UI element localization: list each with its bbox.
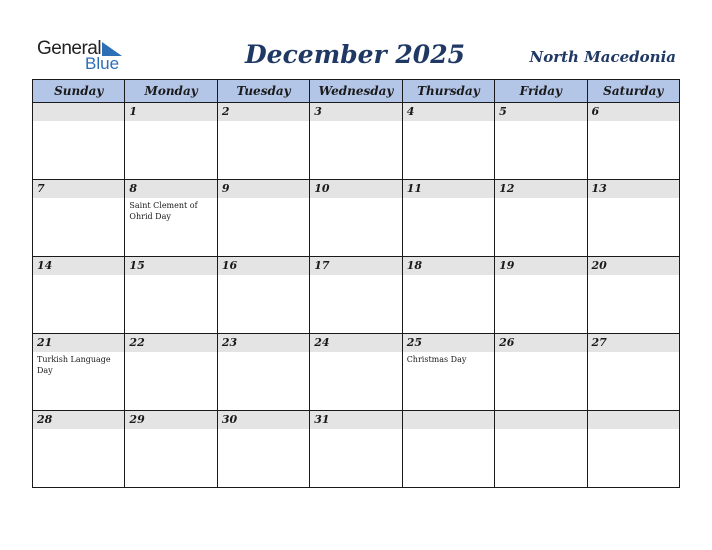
day-number: 11 <box>403 180 494 198</box>
day-number: 17 <box>310 257 401 275</box>
day-cell <box>125 257 217 334</box>
day-number: 25 <box>403 334 494 352</box>
day-cell <box>587 257 679 334</box>
day-cell <box>217 257 309 334</box>
day-number: 24 <box>310 334 401 352</box>
day-cell <box>402 103 494 180</box>
day-cell <box>587 103 679 180</box>
week-row <box>33 257 680 334</box>
page-title: December 2025 <box>244 40 465 69</box>
week-row <box>33 411 680 488</box>
day-number: 27 <box>588 334 679 352</box>
day-number: 6 <box>588 103 679 121</box>
day-cell <box>33 103 125 180</box>
day-cell <box>310 180 402 257</box>
day-cell <box>217 411 309 488</box>
day-number: 1 <box>125 103 216 121</box>
day-cell <box>587 334 679 411</box>
day-number: 4 <box>403 103 494 121</box>
day-cell <box>217 334 309 411</box>
day-cell <box>125 180 217 257</box>
day-cell <box>495 334 587 411</box>
day-number: 26 <box>495 334 586 352</box>
weekday-header: Wednesday <box>310 80 402 103</box>
day-cell <box>33 411 125 488</box>
day-cell <box>125 103 217 180</box>
day-cell <box>125 334 217 411</box>
day-number: 10 <box>310 180 401 198</box>
week-row <box>33 334 680 411</box>
day-number: 8 <box>125 180 216 198</box>
day-number: 23 <box>218 334 309 352</box>
holiday-label: Christmas Day <box>406 355 467 364</box>
day-number: 21 <box>33 334 124 352</box>
day-cell <box>587 180 679 257</box>
day-number: 16 <box>218 257 309 275</box>
day-number: 22 <box>125 334 216 352</box>
week-row <box>33 180 680 257</box>
day-cell <box>495 411 587 488</box>
day-cell <box>310 334 402 411</box>
day-number: 29 <box>125 411 216 429</box>
day-cell <box>33 180 125 257</box>
day-number: 30 <box>218 411 309 429</box>
day-number <box>33 103 124 121</box>
country-name: North Macedonia <box>529 48 676 66</box>
day-number: 15 <box>125 257 216 275</box>
day-cell <box>33 257 125 334</box>
day-cell <box>310 103 402 180</box>
day-cell <box>587 411 679 488</box>
day-cell <box>125 411 217 488</box>
day-number: 2 <box>218 103 309 121</box>
weekday-header-row <box>33 80 680 103</box>
day-cell <box>402 411 494 488</box>
day-cell <box>495 180 587 257</box>
holiday-label: Turkish Language Day <box>37 355 111 375</box>
day-number: 31 <box>310 411 401 429</box>
day-cell <box>217 180 309 257</box>
day-cell <box>402 180 494 257</box>
day-number: 20 <box>588 257 679 275</box>
weekday-header: Saturday <box>587 80 679 103</box>
day-cell <box>310 411 402 488</box>
day-cell <box>402 334 494 411</box>
day-number: 3 <box>310 103 401 121</box>
day-cell <box>33 334 125 411</box>
logo-blue-text: Blue <box>85 54 120 73</box>
weekday-header: Sunday <box>33 80 125 103</box>
day-number <box>495 411 586 429</box>
holiday-label: Saint Clement of Ohrid Day <box>129 201 198 221</box>
day-number <box>403 411 494 429</box>
logo-general-text: General <box>37 38 102 59</box>
day-cell <box>495 103 587 180</box>
day-number: 5 <box>495 103 586 121</box>
calendar-grid <box>32 79 680 488</box>
weekday-header: Monday <box>125 80 217 103</box>
day-number <box>588 411 679 429</box>
week-row <box>33 103 680 180</box>
day-number: 14 <box>33 257 124 275</box>
weekday-header: Tuesday <box>217 80 309 103</box>
day-number: 13 <box>588 180 679 198</box>
weekday-header: Thursday <box>402 80 494 103</box>
day-number: 12 <box>495 180 586 198</box>
day-number: 9 <box>218 180 309 198</box>
day-number: 7 <box>33 180 124 198</box>
day-cell <box>310 257 402 334</box>
day-number: 18 <box>403 257 494 275</box>
day-number: 28 <box>33 411 124 429</box>
weekday-header: Friday <box>495 80 587 103</box>
day-number: 19 <box>495 257 586 275</box>
day-cell <box>217 103 309 180</box>
day-cell <box>402 257 494 334</box>
day-cell <box>495 257 587 334</box>
logo <box>37 38 127 74</box>
